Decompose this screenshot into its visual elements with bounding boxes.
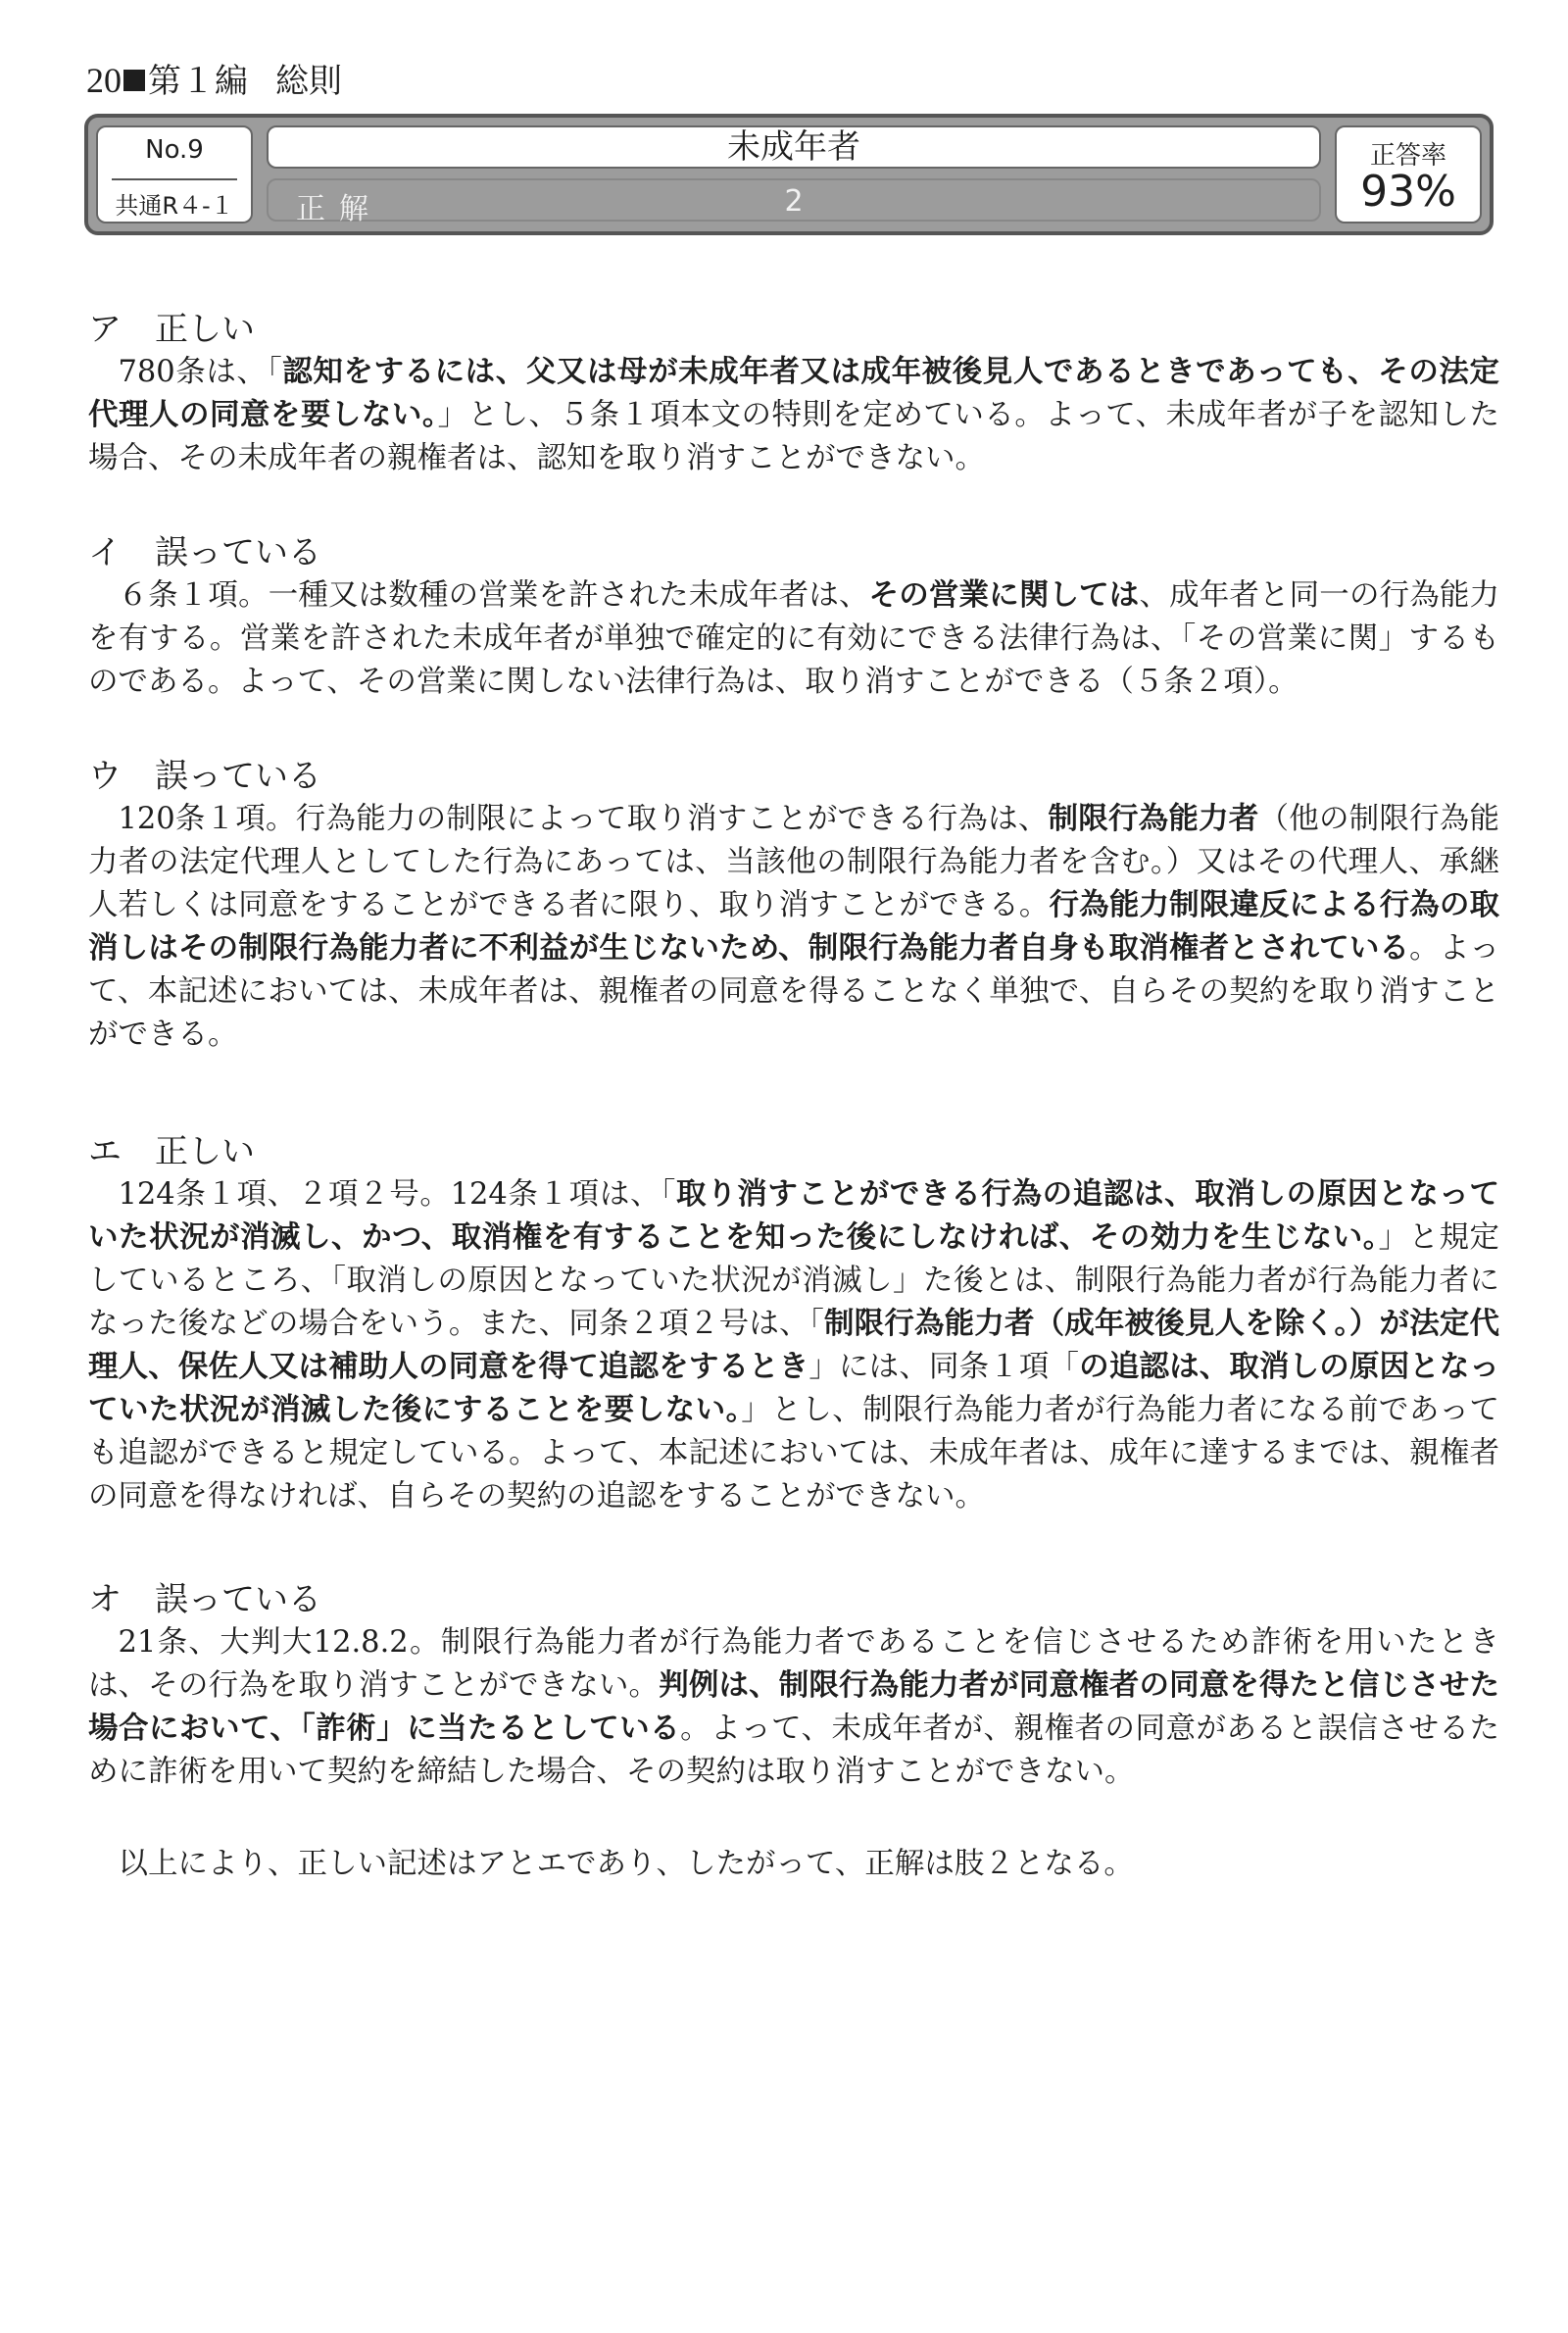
body-text: 」には、同条１項「 bbox=[808, 1350, 1080, 1384]
body-text: 」と規定しているところ、「取消しの原因となっていた状況が消滅し」た後とは、制限行為能力者が行為能力者になった後などの場合をいう。また、同条２項２号は、「 bbox=[88, 1220, 1499, 1341]
emphasized-text: の追認は、取消しの原因となっていた状況が消滅した後にすることを要しない。 bbox=[88, 1350, 1500, 1427]
body-text: 」とし、５条１項本文の特則を定めている。よって、未成年者が子を認知した場合、その未成年者の親権者は、認知を取り消すことができない。 bbox=[88, 398, 1500, 475]
section-heading: ア 正しい bbox=[88, 310, 255, 349]
page-number: 20 bbox=[86, 61, 122, 100]
body-text: 780条は、「 bbox=[118, 355, 283, 389]
exam-code: 共通R４-１ bbox=[115, 192, 234, 220]
question-number-box bbox=[96, 125, 253, 223]
square-bullet-icon bbox=[123, 70, 145, 91]
emphasized-text: 取り消すことができる行為の追認は、取消しの原因となっていた状況が消滅し、かつ、取消権を有することを知った後にしなければ、その効力を生じない。 bbox=[88, 1177, 1499, 1255]
correct-rate-box bbox=[1335, 125, 1482, 223]
question-number: No.9 bbox=[145, 135, 204, 165]
emphasized-text: 制限行為能力者（成年被後見人を除く。）が法定代理人、保佐人又は補助人の同意を得て追認をするとき bbox=[88, 1307, 1499, 1384]
section-o bbox=[88, 1578, 1499, 1794]
section-e bbox=[88, 1130, 1499, 1518]
emphasized-text: 判例は、制限行為能力者が同意権者の同意を得たと信じさせた場合において、「詐術」に当たるとしている bbox=[88, 1668, 1500, 1746]
conclusion: 以上により、正しい記述はアとエであり、したがって、正解は肢２となる。 bbox=[118, 1847, 1134, 1881]
answer-bar bbox=[267, 178, 1321, 226]
part-label: 第１編 bbox=[148, 62, 248, 101]
answer-value: 2 bbox=[784, 184, 804, 219]
question-header bbox=[84, 114, 1494, 235]
body-text: 124条１項、２項２号。124条１項は、「 bbox=[118, 1177, 676, 1212]
emphasized-text: 認知をするには、父又は母が未成年者又は成年被後見人であるときであっても、その法定代理人の同意を要しない。 bbox=[88, 355, 1499, 432]
running-head bbox=[86, 61, 342, 101]
body-text: 。よって、本記述においては、未成年者は、親権者の同意を得ることなく単独で、自らその契約を取り消すことができる。 bbox=[88, 931, 1500, 1052]
emphasized-text: 行為能力制限違反による行為の取消しはその制限行為能力者に不利益が生じないため、制限行為能力者自身も取消権者とされている bbox=[88, 888, 1500, 966]
section-body bbox=[88, 351, 1499, 480]
section-heading: オ 誤っている bbox=[88, 1580, 321, 1619]
emphasized-text: その営業に関しては bbox=[868, 578, 1140, 613]
body-text: 。よって、未成年者が、親権者の同意があると誤信させるために詐術を用いて契約を締結した場合、その契約は取り消すことができない。 bbox=[88, 1712, 1500, 1789]
emphasized-text: 制限行為能力者 bbox=[1048, 802, 1259, 836]
body-text: 、成年者と同一の行為能力を有する。営業を許された未成年者が単独で確定的に有効にできる法律行為は、「その営業に関」するものである。よって、その営業に関しない法律行為は、取り消すことができる（５条２項）。 bbox=[88, 578, 1500, 699]
correct-rate-label: 正答率 bbox=[1369, 141, 1446, 171]
section-body bbox=[88, 798, 1499, 1057]
section-i bbox=[88, 531, 1499, 704]
body-text: 21条、大判大12.8.2。制限行為能力者が行為能力者であることを信じさせるため詐術を用いたときは、その行為を取り消すことができない。 bbox=[88, 1625, 1499, 1703]
body-text: 120条１項。行為能力の制限によって取り消すことができる行為は、 bbox=[118, 802, 1049, 836]
body-text: 」とし、制限行為能力者が行為能力者になる前であっても追認ができると規定している。よって、本記述においては、未成年者は、成年に達するまでは、親権者の同意を得なければ、自らその契約の追認をすることができない。 bbox=[88, 1393, 1499, 1514]
section-heading: ウ 誤っている bbox=[88, 757, 321, 796]
section-heading: エ 正しい bbox=[88, 1132, 255, 1171]
question-title-box bbox=[267, 125, 1321, 169]
chapter-label: 総則 bbox=[275, 62, 342, 101]
divider bbox=[112, 178, 237, 180]
section-a bbox=[88, 308, 1499, 480]
answer-label: 正解 bbox=[296, 192, 382, 226]
section-body bbox=[88, 1621, 1499, 1794]
section-body bbox=[88, 574, 1499, 704]
section-body bbox=[88, 1173, 1499, 1518]
correct-rate-value: 93% bbox=[1360, 167, 1456, 217]
body-text: （他の制限行為能力者の法定代理人としてした行為にあっては、当該他の制限行為能力者を含む。）又はその代理人、承継人若しくは同意をすることができる者に限り、取り消すことができる。 bbox=[88, 802, 1500, 922]
body-text: ６条１項。一種又は数種の営業を許された未成年者は、 bbox=[118, 578, 869, 613]
section-heading: イ 誤っている bbox=[88, 533, 321, 572]
section-u bbox=[88, 755, 1499, 1057]
question-title: 未成年者 bbox=[727, 127, 860, 167]
